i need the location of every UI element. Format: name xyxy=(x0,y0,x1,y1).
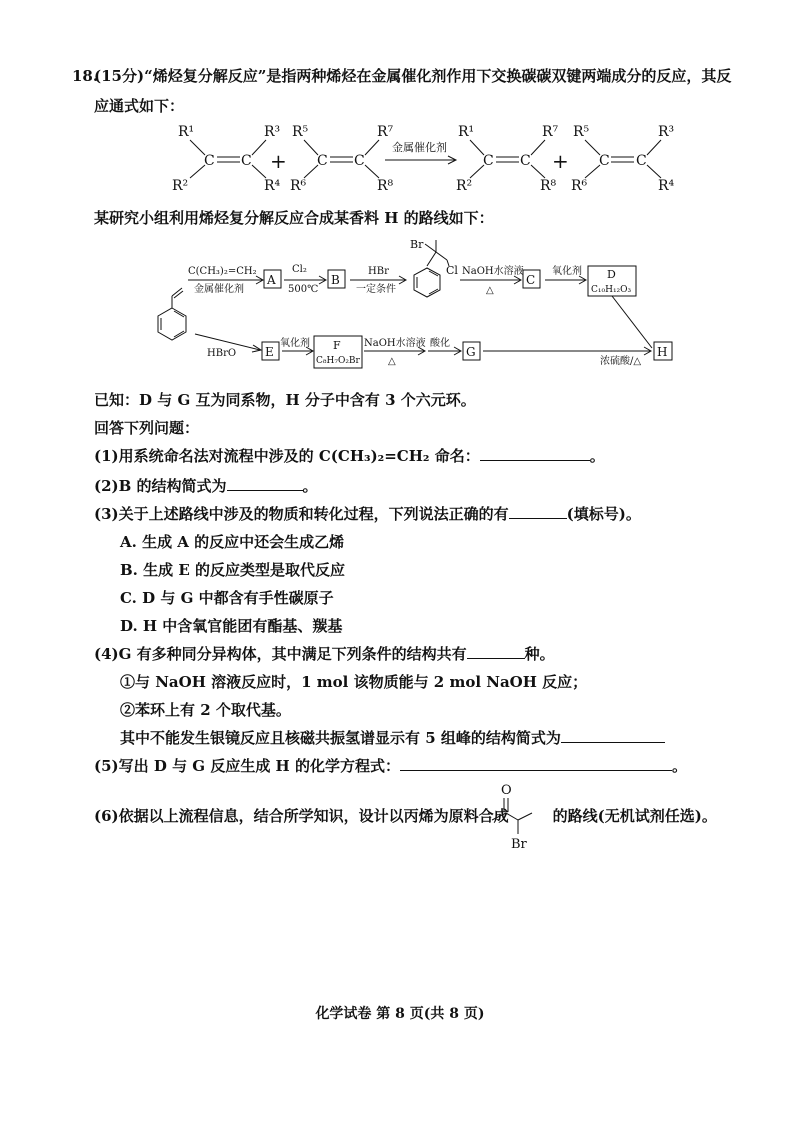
bond-r6-c xyxy=(304,165,318,178)
label-h: H xyxy=(657,345,668,359)
f-formula: C₈H₇O₂Br xyxy=(316,356,360,366)
bond-c-r3 xyxy=(647,140,661,155)
option-a: A. 生成 A 的反应中还会生成乙烯 xyxy=(120,533,345,551)
label-a: A xyxy=(267,273,276,287)
reagent-500c: 500℃ xyxy=(288,284,319,295)
bond-r2-c xyxy=(470,165,484,178)
r4-label: R⁴ xyxy=(658,178,675,194)
condition-2: ②苯环上有 2 个取代基。 xyxy=(120,701,291,719)
c-atom: C xyxy=(483,153,494,169)
reagent-cl2: Cl₂ xyxy=(292,264,307,275)
reagent-cond: 一定条件 xyxy=(356,284,396,295)
bond-c-r8 xyxy=(531,165,545,178)
answer-blank-2[interactable] xyxy=(227,476,303,491)
bond-r1-c xyxy=(470,140,484,155)
bond-c-r3 xyxy=(252,140,266,155)
plus-sign: + xyxy=(552,149,569,173)
r7-label: R⁷ xyxy=(542,124,559,140)
part-5-end: 。 xyxy=(671,757,687,775)
page-footer: 化学试卷 第 8 页(共 8 页) xyxy=(315,1006,485,1022)
reagent-hbro: HBrO xyxy=(207,348,237,359)
part-1 xyxy=(94,446,605,466)
known-info: 已知：D 与 G 互为同系物，H 分子中含有 3 个六元环。 xyxy=(94,391,476,409)
bond-c-r7 xyxy=(365,140,379,155)
label-c: C xyxy=(526,273,536,287)
svg-text:Br: Br xyxy=(410,238,424,251)
reagent-hbr: HBr xyxy=(368,266,389,277)
label-g: G xyxy=(466,345,476,359)
part-1-end: 。 xyxy=(589,447,605,465)
r1-label: R¹ xyxy=(178,124,195,140)
route-intro: 某研究小组利用烯烃复分解反应合成某香料 H 的路线如下： xyxy=(94,209,494,227)
part-4-text: (4)G 有多种同分异构体，其中满足下列条件的结构共有 xyxy=(94,645,467,663)
r6-label: R⁶ xyxy=(571,178,588,194)
bond-c-r7 xyxy=(531,140,545,155)
bromo-chloro-structure xyxy=(410,238,458,297)
answer-blank-5[interactable] xyxy=(400,756,672,771)
r1-label: R¹ xyxy=(458,124,475,140)
part-3-text: (3)关于上述路线中涉及的物质和转化过程，下列说法正确的有 xyxy=(94,505,509,523)
bond-c-r4 xyxy=(647,165,661,178)
d-formula: C₁₀H₁₂O₃ xyxy=(591,285,632,295)
bond-r1-c xyxy=(190,140,205,155)
reagent-catalyst: 金属催化剂 xyxy=(194,284,244,295)
r6-label: R⁶ xyxy=(290,178,307,194)
r5-label: R⁵ xyxy=(573,124,590,140)
c-atom: C xyxy=(204,153,215,169)
part-4 xyxy=(94,644,555,664)
svg-text:Cl: Cl xyxy=(446,264,458,277)
label-d: D xyxy=(607,268,616,281)
question-intro-line2: 应通式如下： xyxy=(94,97,185,115)
r4-label: R⁴ xyxy=(264,178,281,194)
part-4-sub xyxy=(120,728,665,748)
reagent-naoh: NaOH水溶液 xyxy=(462,266,524,277)
option-b: B. 生成 E 的反应类型是取代反应 xyxy=(120,561,346,579)
part-6-text-b: 的路线(无机试剂任选)。 xyxy=(552,807,717,825)
label-e: E xyxy=(265,345,274,359)
c-atom: C xyxy=(636,153,647,169)
reagent-oxidant2: 氧化剂 xyxy=(280,338,310,349)
part-6 xyxy=(94,806,717,826)
condition-1: ①与 NaOH 溶液反应时，1 mol 该物质能与 2 mol NaOH 反应； xyxy=(120,673,588,691)
part-2-end: 。 xyxy=(302,477,318,495)
target-molecule-bromoacetone xyxy=(488,780,548,852)
reagent-isobutylene: C(CH₃)₂=CH₂ xyxy=(188,266,257,277)
label-b: B xyxy=(331,273,340,287)
arrow-d-to-h xyxy=(612,296,652,348)
question-number: 18. xyxy=(72,67,99,85)
r8-label: R⁸ xyxy=(377,178,394,194)
part-4-end: 种。 xyxy=(524,645,555,663)
part-3 xyxy=(94,504,641,524)
part-2-text: (2)B 的结构简式为 xyxy=(94,477,227,495)
bond-r2-c xyxy=(190,165,205,178)
reagent-oxidant: 氧化剂 xyxy=(552,266,582,277)
styrene-structure xyxy=(158,288,186,340)
r8-label: R⁸ xyxy=(540,178,557,194)
r2-label: R² xyxy=(456,178,473,194)
r2-label: R² xyxy=(172,178,189,194)
label-f: F xyxy=(333,339,341,352)
c-atom: C xyxy=(354,153,365,169)
catalyst-label: 金属催化剂 xyxy=(392,141,447,154)
c-atom: C xyxy=(520,153,531,169)
c-atom: C xyxy=(599,153,610,169)
plus-sign: + xyxy=(270,149,287,173)
bond-c-r8 xyxy=(365,165,379,178)
bond-r5-c xyxy=(304,140,318,155)
answer-blank-4[interactable] xyxy=(467,644,525,659)
part-5-text: (5)写出 D 与 G 反应生成 H 的化学方程式： xyxy=(94,757,400,775)
bromine-atom: Br xyxy=(511,837,527,852)
part-6-text-a: (6)依据以上流程信息，结合所学知识，设计以丙烯为原料合成 xyxy=(94,807,509,825)
r5-label: R⁵ xyxy=(292,124,309,140)
metathesis-general-equation xyxy=(0,118,800,208)
answer-blank-3[interactable] xyxy=(509,504,567,519)
answer-blank-4b[interactable] xyxy=(561,728,665,743)
answer-blank-1[interactable] xyxy=(480,446,590,461)
bond-c-r4 xyxy=(252,165,266,178)
part-4-sub-text: 其中不能发生银镜反应且核磁共振氢谱显示有 5 组峰的结构简式为 xyxy=(120,729,561,747)
reagent-naoh2: NaOH水溶液 xyxy=(364,338,426,349)
reagent-delta2: △ xyxy=(388,356,396,367)
r7-label: R⁷ xyxy=(377,124,394,140)
option-d: D. H 中含氧官能团有酯基、羰基 xyxy=(120,617,343,635)
synthesis-route-diagram xyxy=(0,230,800,380)
reagent-delta: △ xyxy=(486,285,494,296)
part-1-text: (1)用系统命名法对流程中涉及的 C(CH₃)₂=CH₂ 命名： xyxy=(94,447,480,465)
bond-r5-c xyxy=(585,140,600,155)
question-intro-line1: (15分)“烯烃复分解反应”是指两种烯烃在金属催化剂作用下交换碳碳双键两端成分的反应，其反 xyxy=(94,67,732,85)
reagent-h2so4: 浓硫酸/△ xyxy=(600,356,642,367)
r3-label: R³ xyxy=(264,124,281,140)
bond-r6-c xyxy=(585,165,600,178)
r3-label: R³ xyxy=(658,124,675,140)
reagent-acid: 酸化 xyxy=(430,338,450,349)
part-2 xyxy=(94,476,318,496)
oxygen-atom: O xyxy=(501,783,512,798)
part-3-end: (填标号)。 xyxy=(566,505,641,523)
c-atom: C xyxy=(317,153,328,169)
option-c: C. D 与 G 中都含有手性碳原子 xyxy=(120,589,334,607)
part-5 xyxy=(94,756,687,776)
c-atom: C xyxy=(241,153,252,169)
answer-prompt: 回答下列问题： xyxy=(94,419,200,437)
